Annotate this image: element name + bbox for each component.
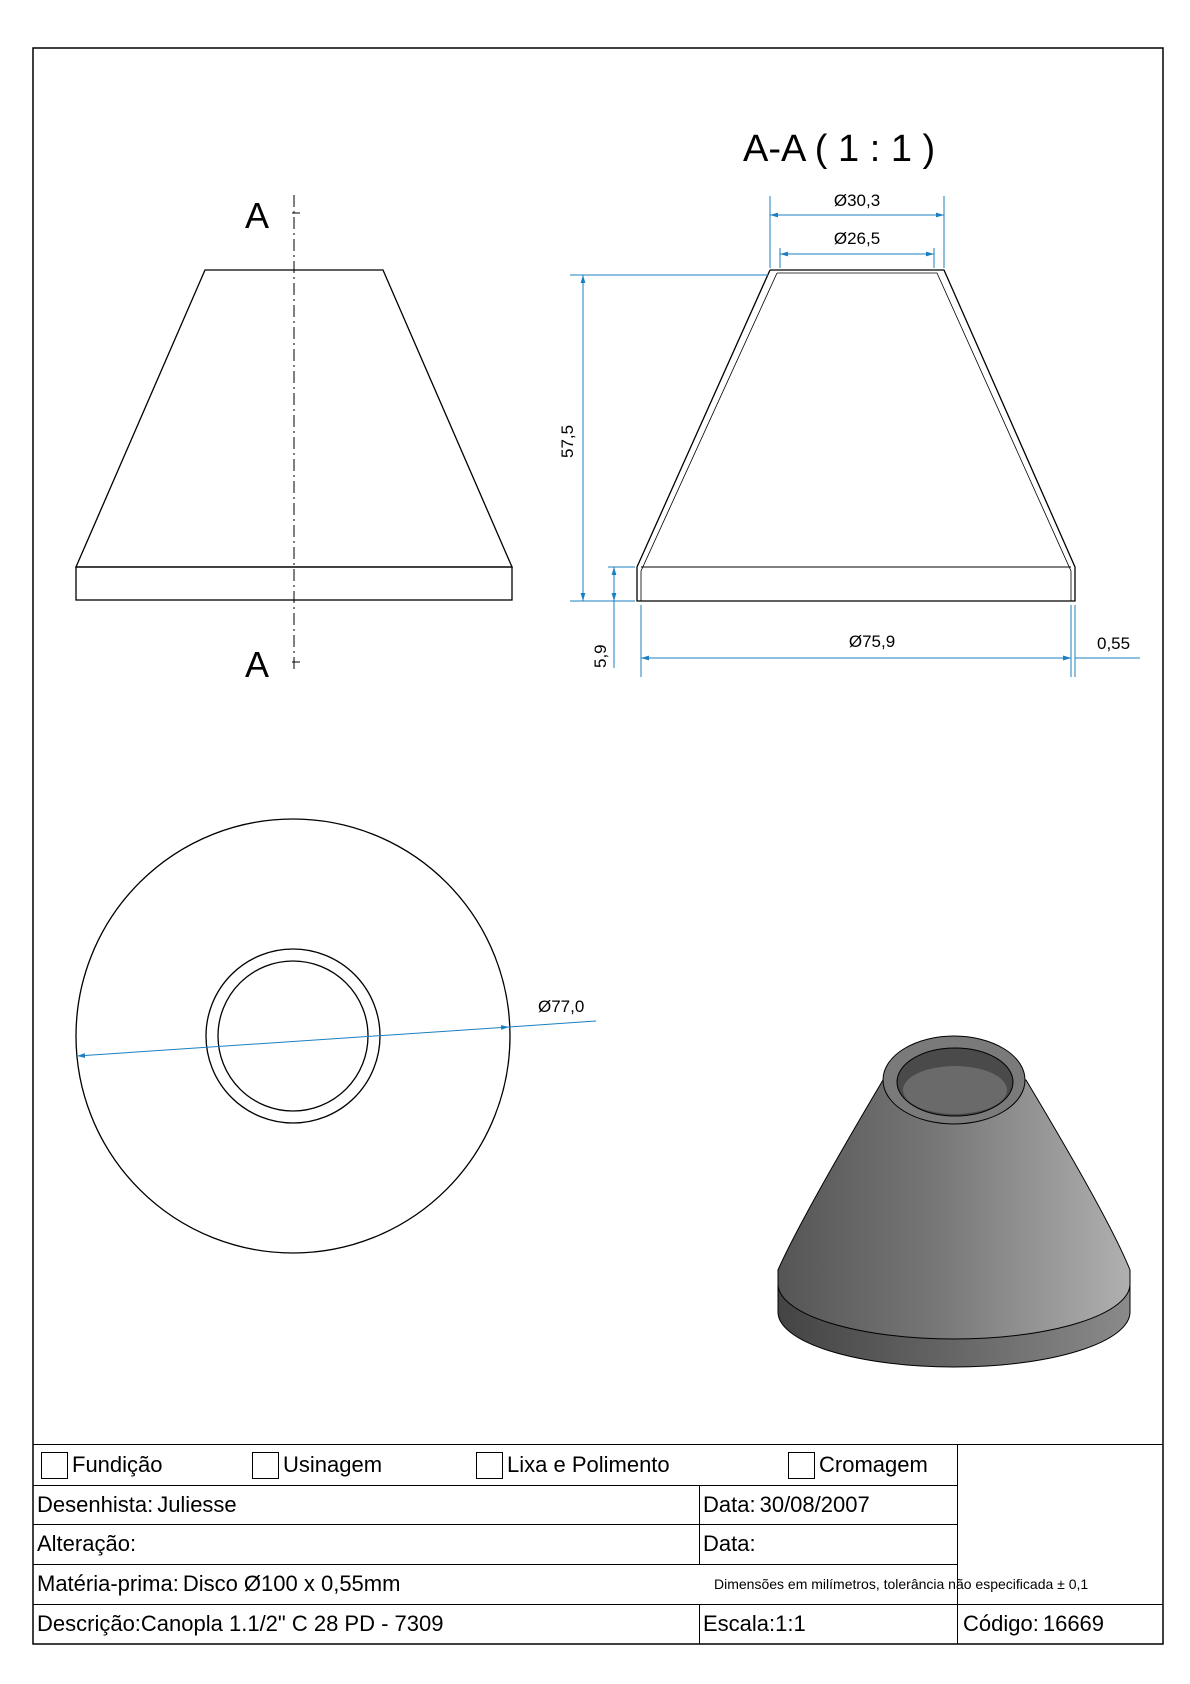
data2-cell: [703, 1524, 756, 1564]
checkbox-usinagem[interactable]: [252, 1452, 279, 1479]
escala-label: Escala:: [703, 1611, 776, 1636]
process-label: Fundição: [72, 1452, 163, 1477]
process-fundicao: [41, 1445, 163, 1485]
process-row: [33, 1445, 957, 1486]
dim-base: Ø75,9: [848, 632, 896, 651]
codigo-label: Código:: [963, 1611, 1039, 1636]
data1-value: 30/08/2007: [759, 1491, 870, 1517]
process-cromagem: [788, 1445, 928, 1485]
divider: [699, 1485, 700, 1564]
note-cell: [714, 1564, 1088, 1604]
codigo-value: 16669: [1042, 1611, 1105, 1636]
process-label: Cromagem: [819, 1452, 928, 1477]
section-view: [558, 128, 1140, 677]
dim-line-diameter: [77, 1027, 509, 1056]
cut-label-bottom: A: [245, 644, 270, 685]
checkbox-cromagem[interactable]: [788, 1452, 815, 1479]
process-usinagem: [252, 1445, 382, 1485]
checkbox-fundicao[interactable]: [41, 1452, 68, 1479]
process-lixa: [476, 1445, 670, 1485]
cut-label-top: A: [245, 195, 270, 236]
divider: [957, 1604, 958, 1644]
descricao-cell: [37, 1604, 443, 1644]
front-view: [76, 195, 512, 685]
checkbox-lixa-polimento[interactable]: [476, 1452, 503, 1479]
isometric-view: [778, 1036, 1130, 1367]
inner-circle: [218, 961, 368, 1111]
data1-label: Data:: [703, 1491, 756, 1517]
section-inner-right: [777, 273, 1071, 601]
escala-value: 1:1: [775, 1611, 806, 1636]
desenhista-value: Juliesse: [157, 1491, 237, 1517]
section-inner-left: [641, 273, 777, 601]
iso-hole-shade: [903, 1066, 1007, 1114]
middle-circle: [206, 949, 380, 1123]
divider: [699, 1604, 700, 1644]
top-view: [76, 819, 596, 1253]
data2-label: Data:: [703, 1531, 756, 1556]
data1-cell: [703, 1485, 870, 1524]
process-label: Usinagem: [283, 1452, 383, 1477]
tolerance-note: Dimensões em milímetros, tolerância não especificada ± 0,1: [714, 1576, 1089, 1592]
dim-thickness: 0,55: [1097, 634, 1131, 653]
desenhista-cell: [37, 1485, 237, 1524]
outer-circle: [76, 819, 510, 1253]
materia-row: [33, 1564, 1163, 1605]
dim-leader-diameter: [509, 1021, 596, 1027]
dim-outer-top: Ø30,3: [833, 191, 881, 210]
descricao-value: Canopla 1.1/2" C 28 PD - 7309: [140, 1611, 444, 1636]
process-label: Lixa e Polimento: [507, 1452, 670, 1477]
dim-top-diameter: Ø77,0: [538, 997, 585, 1016]
codigo-cell: [963, 1604, 1104, 1644]
section-title: A-A ( 1 : 1 ): [743, 128, 936, 170]
divider: [957, 1445, 958, 1604]
alteracao-label: Alteração:: [37, 1531, 137, 1556]
sheet-border: [33, 48, 1163, 1644]
desenhista-row: [33, 1485, 957, 1525]
materia-cell: [37, 1564, 400, 1604]
escala-cell: [703, 1604, 806, 1644]
dim-inner-top: Ø26,5: [833, 229, 881, 248]
desenhista-label: Desenhista:: [37, 1491, 154, 1517]
descricao-row: [33, 1604, 1163, 1644]
dim-height: 57,5: [558, 424, 577, 458]
materia-label: Matéria-prima:: [37, 1571, 179, 1596]
alteracao-cell: [37, 1524, 136, 1564]
title-block: [33, 1444, 1163, 1645]
descricao-label: Descrição:: [37, 1611, 141, 1636]
alteracao-row: [33, 1524, 957, 1565]
materia-value: Disco Ø100 x 0,55mm: [182, 1571, 401, 1596]
dim-flange-height: 5,9: [591, 644, 610, 668]
